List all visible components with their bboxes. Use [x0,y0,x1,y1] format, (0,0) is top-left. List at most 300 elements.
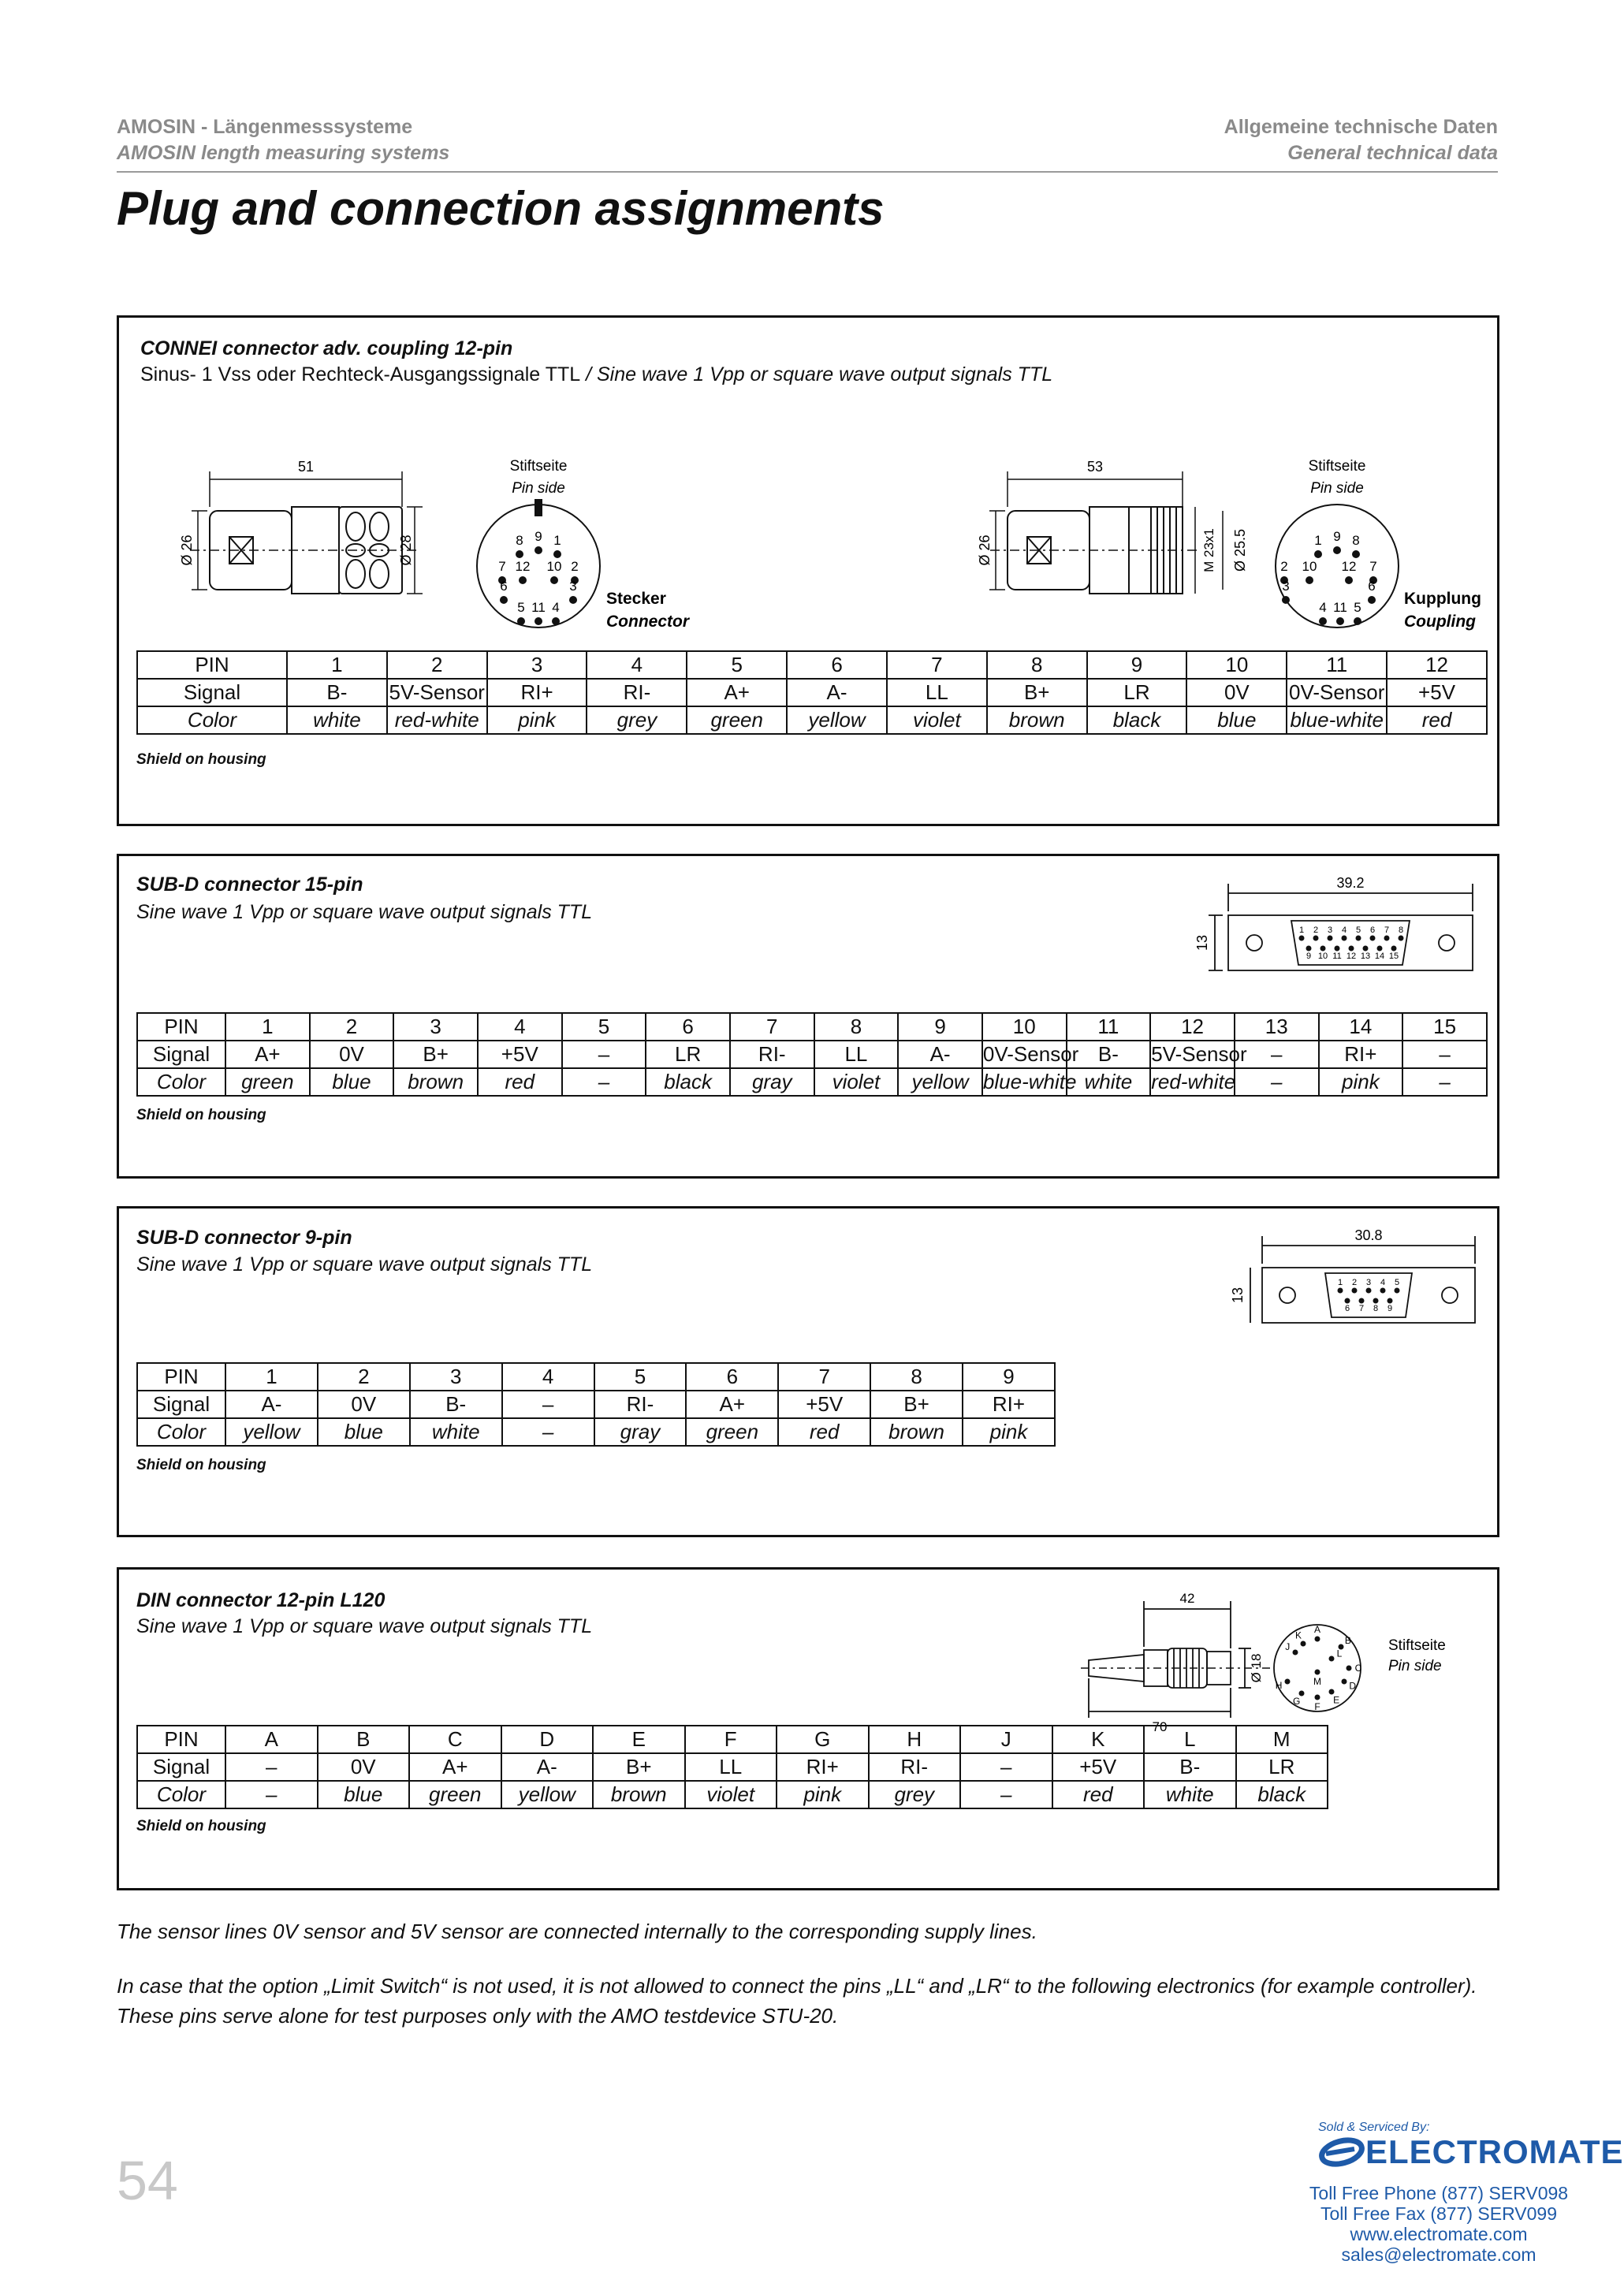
row-label: Color [137,1068,225,1096]
coupling-side-view [989,471,1223,594]
pin-label: 3 [1327,925,1333,935]
header-left-line1: AMOSIN - Längenmesssysteme [117,116,413,138]
electromate-logo [1318,2121,1624,2171]
pin-label: H [1275,1679,1283,1691]
table-cell-signal: B+ [393,1041,478,1068]
table-row-pin [137,1013,1487,1041]
table-cell-color: red [778,1418,870,1446]
table-cell-pin: K [1052,1726,1145,1753]
pin-dot [1282,596,1290,604]
table-cell-pin: 1 [225,1363,318,1391]
table-cell-color: yellow [898,1068,982,1096]
pin-label: 10 [546,559,562,574]
table-cell-color: – [502,1418,594,1446]
pin-label: 1 [553,533,561,548]
pin-dot [1363,946,1369,952]
pin-dot [1359,1298,1365,1304]
table-cell-color: blue [1186,706,1287,734]
table-cell-pin: 8 [870,1363,963,1391]
table-cell-signal: – [562,1041,646,1068]
pin-label: 12 [1341,559,1357,574]
shield-note: Shield on housing [136,1107,266,1123]
pin-dot [1329,1656,1335,1662]
table-cell-signal: A- [501,1753,594,1781]
pin-label: 8 [1352,533,1360,548]
dim-left-d2: Ø 28 [398,534,414,566]
table-cell-pin: 15 [1402,1013,1487,1041]
subd9-pins [1338,1278,1400,1313]
toll-free-phone: Toll Free Phone (877) SERV098 [1309,2183,1569,2203]
table-cell-color: white [410,1418,502,1446]
table-row-signal [137,1391,1055,1418]
table-cell-signal: B- [410,1391,502,1418]
pin-dot [1347,1666,1352,1671]
table-cell-color: white [287,706,387,734]
coupling-label-en: Coupling [1404,613,1476,631]
pin-dot [1384,936,1390,941]
table-cell-signal: LL [887,679,987,706]
pin-label: 1 [1298,925,1305,935]
pin-label: 2 [1280,559,1288,574]
shield-note: Shield on housing [136,1818,266,1834]
plug-label-de: Stecker [606,590,666,608]
pin-label: 11 [1333,600,1347,615]
table-cell-signal: 5V-Sensor [387,679,487,706]
pin-dot [1342,936,1347,941]
row-label: PIN [137,1013,225,1041]
table-cell-pin: 8 [987,651,1087,679]
pin-label: 2 [1351,1278,1358,1287]
table-cell-signal: RI+ [1319,1041,1403,1068]
table-cell-color: pink [777,1781,869,1808]
table-cell-pin: 9 [1087,651,1187,679]
table-cell-color: grey [587,706,687,734]
table-row-color [137,706,1487,734]
table-cell-signal: RI+ [963,1391,1055,1418]
table-cell-pin: 6 [787,651,887,679]
pin-dot [519,576,527,584]
pin-label: B [1344,1634,1351,1646]
table-row-color [137,1781,1328,1808]
pin-dot [1306,946,1312,952]
table-cell-signal: RI+ [777,1753,869,1781]
pin-dot [550,576,558,584]
plug-label-en: Connector [606,613,689,631]
pin-label: 3 [1365,1278,1372,1287]
pin-label: 9 [1306,952,1312,961]
table-cell-signal: – [1235,1041,1319,1068]
table-cell-color: violet [887,706,987,734]
pin-label: 2 [571,559,579,574]
table-cell-signal: A+ [687,679,787,706]
table-cell-color: violet [685,1781,777,1808]
pin-label: 4 [1380,1278,1386,1287]
table-cell-color: gray [594,1418,687,1446]
table-cell-color: – [1402,1068,1487,1096]
electromate-swoosh-icon [1318,2135,1365,2169]
din-drawing [1081,1585,1491,1735]
table-cell-pin: 6 [686,1363,778,1391]
table-cell-pin: 4 [502,1363,594,1391]
table-cell-signal: – [960,1753,1052,1781]
pin-dot [1368,596,1376,604]
row-label: PIN [137,651,287,679]
pin-dot [1354,617,1361,625]
table-cell-signal: A+ [409,1753,501,1781]
pin-dot [1328,936,1333,941]
table-cell-color: black [1087,706,1187,734]
pinside2-de: Stiftseite [1308,458,1366,475]
din-pin-face [1276,1624,1362,1712]
table-cell-pin: 3 [410,1363,502,1391]
pin-label: 4 [1341,925,1347,935]
header-left-line2: AMOSIN length measuring systems [117,142,450,164]
table-cell-signal: LR [1087,679,1187,706]
pin-label: 11 [531,600,546,615]
pin-dot [1352,1288,1358,1294]
pin-dot [1387,1298,1393,1304]
table-cell-signal: A- [898,1041,982,1068]
table-cell-color: yellow [225,1418,318,1446]
pin-label: 7 [1358,1304,1365,1313]
subd15-pins [1299,925,1404,961]
table-cell-color: red [1387,706,1487,734]
row-label: Signal [137,1041,225,1068]
table-cell-color: white [1067,1068,1151,1096]
table-cell-color: brown [870,1418,963,1446]
coupling-label-de: Kupplung [1404,590,1481,608]
table-cell-signal: A+ [686,1391,778,1418]
table-cell-pin: C [409,1726,501,1753]
pin-label: 11 [1332,952,1342,961]
table-cell-color: brown [593,1781,685,1808]
section-subtitle: Sine wave 1 Vpp or square wave output signals TTL [136,1615,593,1637]
row-label: Color [137,706,287,734]
pin-label: 4 [1319,600,1327,615]
table-cell-pin: M [1236,1726,1328,1753]
table-cell-pin: 12 [1150,1013,1235,1041]
pin-label: 2 [1313,925,1319,935]
row-label: Signal [137,679,287,706]
email-link[interactable]: sales@electromate.com [1341,2244,1536,2265]
header-right-line2: General technical data [1287,142,1498,164]
table-cell-color: blue [310,1068,394,1096]
table-cell-signal: RI- [730,1041,814,1068]
pin-table-connei [136,650,1488,735]
row-label: Color [137,1418,225,1446]
pin-label: 6 [1368,579,1376,594]
table-cell-pin: F [685,1726,777,1753]
table-cell-color: – [562,1068,646,1096]
table-cell-pin: 9 [898,1013,982,1041]
table-cell-color: red-white [1150,1068,1235,1096]
sold-by-text: Sold & Serviced By: [1318,2121,1430,2134]
pin-dot [1370,936,1376,941]
header-right-line1: Allgemeine technische Daten [1224,116,1498,138]
dim-right-d2: Ø 25.5 [1232,528,1248,572]
section-subtitle [140,363,1052,386]
dim-height: 13 [1230,1287,1246,1304]
pin-label: E [1333,1694,1340,1706]
table-cell-signal: +5V [1387,679,1487,706]
section-subtitle: Sine wave 1 Vpp or square wave output signals TTL [136,1253,593,1276]
table-cell-pin: 2 [387,651,487,679]
table-cell-pin: 8 [814,1013,899,1041]
pin-dot [1293,1650,1298,1655]
table-cell-pin: 4 [478,1013,562,1041]
section-subd9 [117,1206,1499,1537]
table-cell-pin: 5 [687,651,787,679]
pin-label: 9 [535,529,542,544]
pin-dot [1301,1641,1306,1647]
pin-dot [1320,946,1326,952]
pin-dot [517,617,525,625]
dim-top: 42 [1179,1591,1195,1606]
pin-dot [1313,936,1319,941]
table-cell-signal: 0V-Sensor [1287,679,1387,706]
table-cell-color: black [646,1068,730,1096]
dim-right-length: 53 [1086,459,1104,475]
table-cell-color: green [225,1068,310,1096]
pin-label: G [1292,1696,1301,1708]
website-link[interactable]: www.electromate.com [1350,2224,1528,2244]
table-cell-color: blue [318,1781,410,1808]
pin-dot [1395,1288,1400,1294]
table-cell-signal: B- [1144,1753,1236,1781]
pin-label: 8 [516,533,523,548]
pin-label: 10 [1317,952,1328,961]
pin-label: 1 [1314,533,1322,548]
dim-right-d1: Ø 26 [977,534,993,566]
pinside-en: Pin side [512,480,565,497]
contact-block [1293,2183,1585,2265]
table-cell-pin: 10 [982,1013,1067,1041]
table-cell-pin: 7 [887,651,987,679]
pin-dot [535,617,542,625]
table-row-signal [137,1753,1328,1781]
table-cell-signal: 0V-Sensor [982,1041,1067,1068]
pin-label: 5 [1354,600,1361,615]
pin-dot [1336,617,1344,625]
table-cell-pin: 13 [1235,1013,1319,1041]
table-row-pin [137,651,1487,679]
table-cell-color: blue-white [982,1068,1067,1096]
table-cell-pin: B [318,1726,410,1753]
pinside-en: Pin side [1388,1658,1442,1674]
pin-label: 5 [517,600,525,615]
pin-label: 5 [1394,1278,1400,1287]
pin-label: A [1313,1624,1321,1635]
dim-right-thread: M 23x1 [1201,528,1216,572]
row-label: Signal [137,1391,225,1418]
table-cell-pin: G [777,1726,869,1753]
table-cell-signal: +5V [478,1041,562,1068]
pin-table-subd9 [136,1362,1056,1447]
table-cell-pin: A [225,1726,318,1753]
table-cell-color: green [686,1418,778,1446]
pin-label: 7 [1369,559,1377,574]
note-sensor-lines: The sensor lines 0V sensor and 5V sensor are connected internally to the corresponding supply lines. [117,1920,1037,1943]
table-row-pin [137,1726,1328,1753]
pin-label: F [1314,1701,1320,1712]
pin-dot [535,546,542,554]
table-cell-pin: 3 [393,1013,478,1041]
dim-width: 30.8 [1354,1227,1383,1243]
dim-left-d1: Ø 26 [179,534,195,566]
section-din [117,1567,1499,1890]
pin-label: 9 [1387,1304,1393,1313]
plug-pin-face [477,499,600,628]
table-cell-signal: – [502,1391,594,1418]
subd15-drawing [1215,872,1491,1010]
table-cell-pin: 4 [587,651,687,679]
pin-label: D [1349,1680,1357,1692]
pin-dot [1315,1695,1320,1700]
pin-dot [1345,576,1353,584]
subd15-height-dim [1191,915,1215,970]
section-title: SUB-D connector 9-pin [136,1227,352,1249]
table-row-color [137,1418,1055,1446]
pinside-de: Stiftseite [509,458,568,475]
pin-label: 6 [1369,925,1376,935]
row-label: Color [137,1781,225,1808]
toll-free-fax: Toll Free Fax (877) SERV099 [1320,2203,1557,2224]
table-cell-pin: 7 [778,1363,870,1391]
table-cell-signal: +5V [1052,1753,1145,1781]
table-cell-color: pink [963,1418,1055,1446]
table-cell-color: green [687,706,787,734]
pin-label: 12 [1346,952,1357,961]
table-cell-pin: 14 [1319,1013,1403,1041]
table-cell-color: blue-white [1287,706,1387,734]
pin-dot [1356,936,1361,941]
pin-dot [516,550,523,558]
pin-label: M [1313,1676,1321,1687]
dim-bottom: 70 [1152,1719,1168,1734]
pin-label: 14 [1374,952,1385,961]
table-cell-signal: A- [225,1391,318,1418]
pin-dot [569,596,577,604]
dim-height: 13 [1194,934,1210,952]
table-cell-signal: LL [814,1041,899,1068]
table-cell-pin: E [593,1726,685,1753]
table-cell-signal: 0V [318,1391,410,1418]
table-cell-color: violet [814,1068,899,1096]
table-cell-signal: B+ [870,1391,963,1418]
pin-dot [1314,550,1322,558]
pin-label: 13 [1360,952,1371,961]
pin-label: 9 [1333,529,1341,544]
pin-label: K [1294,1629,1302,1641]
table-cell-pin: 3 [487,651,587,679]
pin-dot [1333,546,1341,554]
table-cell-pin: 1 [287,651,387,679]
pin-dot [553,550,561,558]
table-cell-signal: A+ [225,1041,310,1068]
table-cell-color: blue [318,1418,410,1446]
table-row-pin [137,1363,1055,1391]
table-cell-color: yellow [501,1781,594,1808]
coupling-pin-face [1276,505,1399,628]
table-row-color [137,1068,1487,1096]
table-cell-color: green [409,1781,501,1808]
table-cell-signal: B+ [987,679,1087,706]
pin-dot [1380,1288,1386,1294]
pin-dot [1366,1288,1372,1294]
pin-label: 7 [1384,925,1390,935]
brand-name: ELECTROMATE [1365,2133,1624,2170]
table-cell-color: white [1144,1781,1236,1808]
pin-label: 10 [1302,559,1317,574]
pin-label: 5 [1355,925,1361,935]
pin-label: 8 [1373,1304,1379,1313]
table-cell-pin: 10 [1186,651,1287,679]
dim-d: Ø 18 [1249,1653,1264,1683]
table-cell-color: red [1052,1781,1145,1808]
table-cell-signal: LL [685,1753,777,1781]
pin-dot [1338,1288,1343,1294]
page-title: Plug and connection assignments [117,182,885,235]
dim-width: 39.2 [1336,875,1365,891]
table-cell-pin: 7 [730,1013,814,1041]
row-label: Signal [137,1753,225,1781]
pin-dot [1319,617,1327,625]
dim-left-length: 51 [297,459,315,475]
table-cell-signal: B- [1067,1041,1151,1068]
pin-dot [1315,1670,1320,1675]
connei-drawing [119,452,1499,657]
table-cell-pin: 1 [225,1013,310,1041]
pin-label: 3 [1282,579,1290,594]
subd9-height-dim [1231,1268,1254,1323]
table-cell-color: pink [487,706,587,734]
table-cell-color: – [1235,1068,1319,1096]
table-cell-pin: 9 [963,1363,1055,1391]
subtitle-de: Sinus- 1 Vss oder Rechteck-Ausgangssignale TTL [140,363,581,385]
table-cell-pin: D [501,1726,594,1753]
table-cell-pin: 2 [310,1013,394,1041]
table-row-signal [137,679,1487,706]
section-title: SUB-D connector 15-pin [136,873,363,896]
table-cell-pin: 2 [318,1363,410,1391]
shield-note: Shield on housing [136,1457,266,1473]
pin-label: C [1354,1663,1362,1674]
table-cell-color: – [225,1781,318,1808]
section-title: CONNEI connector adv. coupling 12-pin [140,337,513,359]
row-label: PIN [137,1363,225,1391]
table-cell-color: black [1236,1781,1328,1808]
table-cell-signal: B+ [593,1753,685,1781]
table-cell-pin: 12 [1387,651,1487,679]
pin-dot [552,617,560,625]
pin-dot [1342,1679,1347,1685]
table-cell-signal: 0V [310,1041,394,1068]
table-cell-signal: 0V [1186,679,1287,706]
pin-dot [1315,1637,1320,1642]
table-cell-pin: 6 [646,1013,730,1041]
section-subd15 [117,854,1499,1179]
pin-dot [1399,936,1404,941]
pin-dot [1335,946,1340,952]
subd9-drawing [1254,1224,1491,1362]
pin-dot [1299,936,1305,941]
table-cell-pin: L [1144,1726,1236,1753]
pin-label: 3 [569,579,577,594]
pin-table-subd15 [136,1012,1488,1097]
page-number: 54 [117,2150,178,2211]
pin-dot [500,596,508,604]
table-cell-signal: 5V-Sensor [1150,1041,1235,1068]
